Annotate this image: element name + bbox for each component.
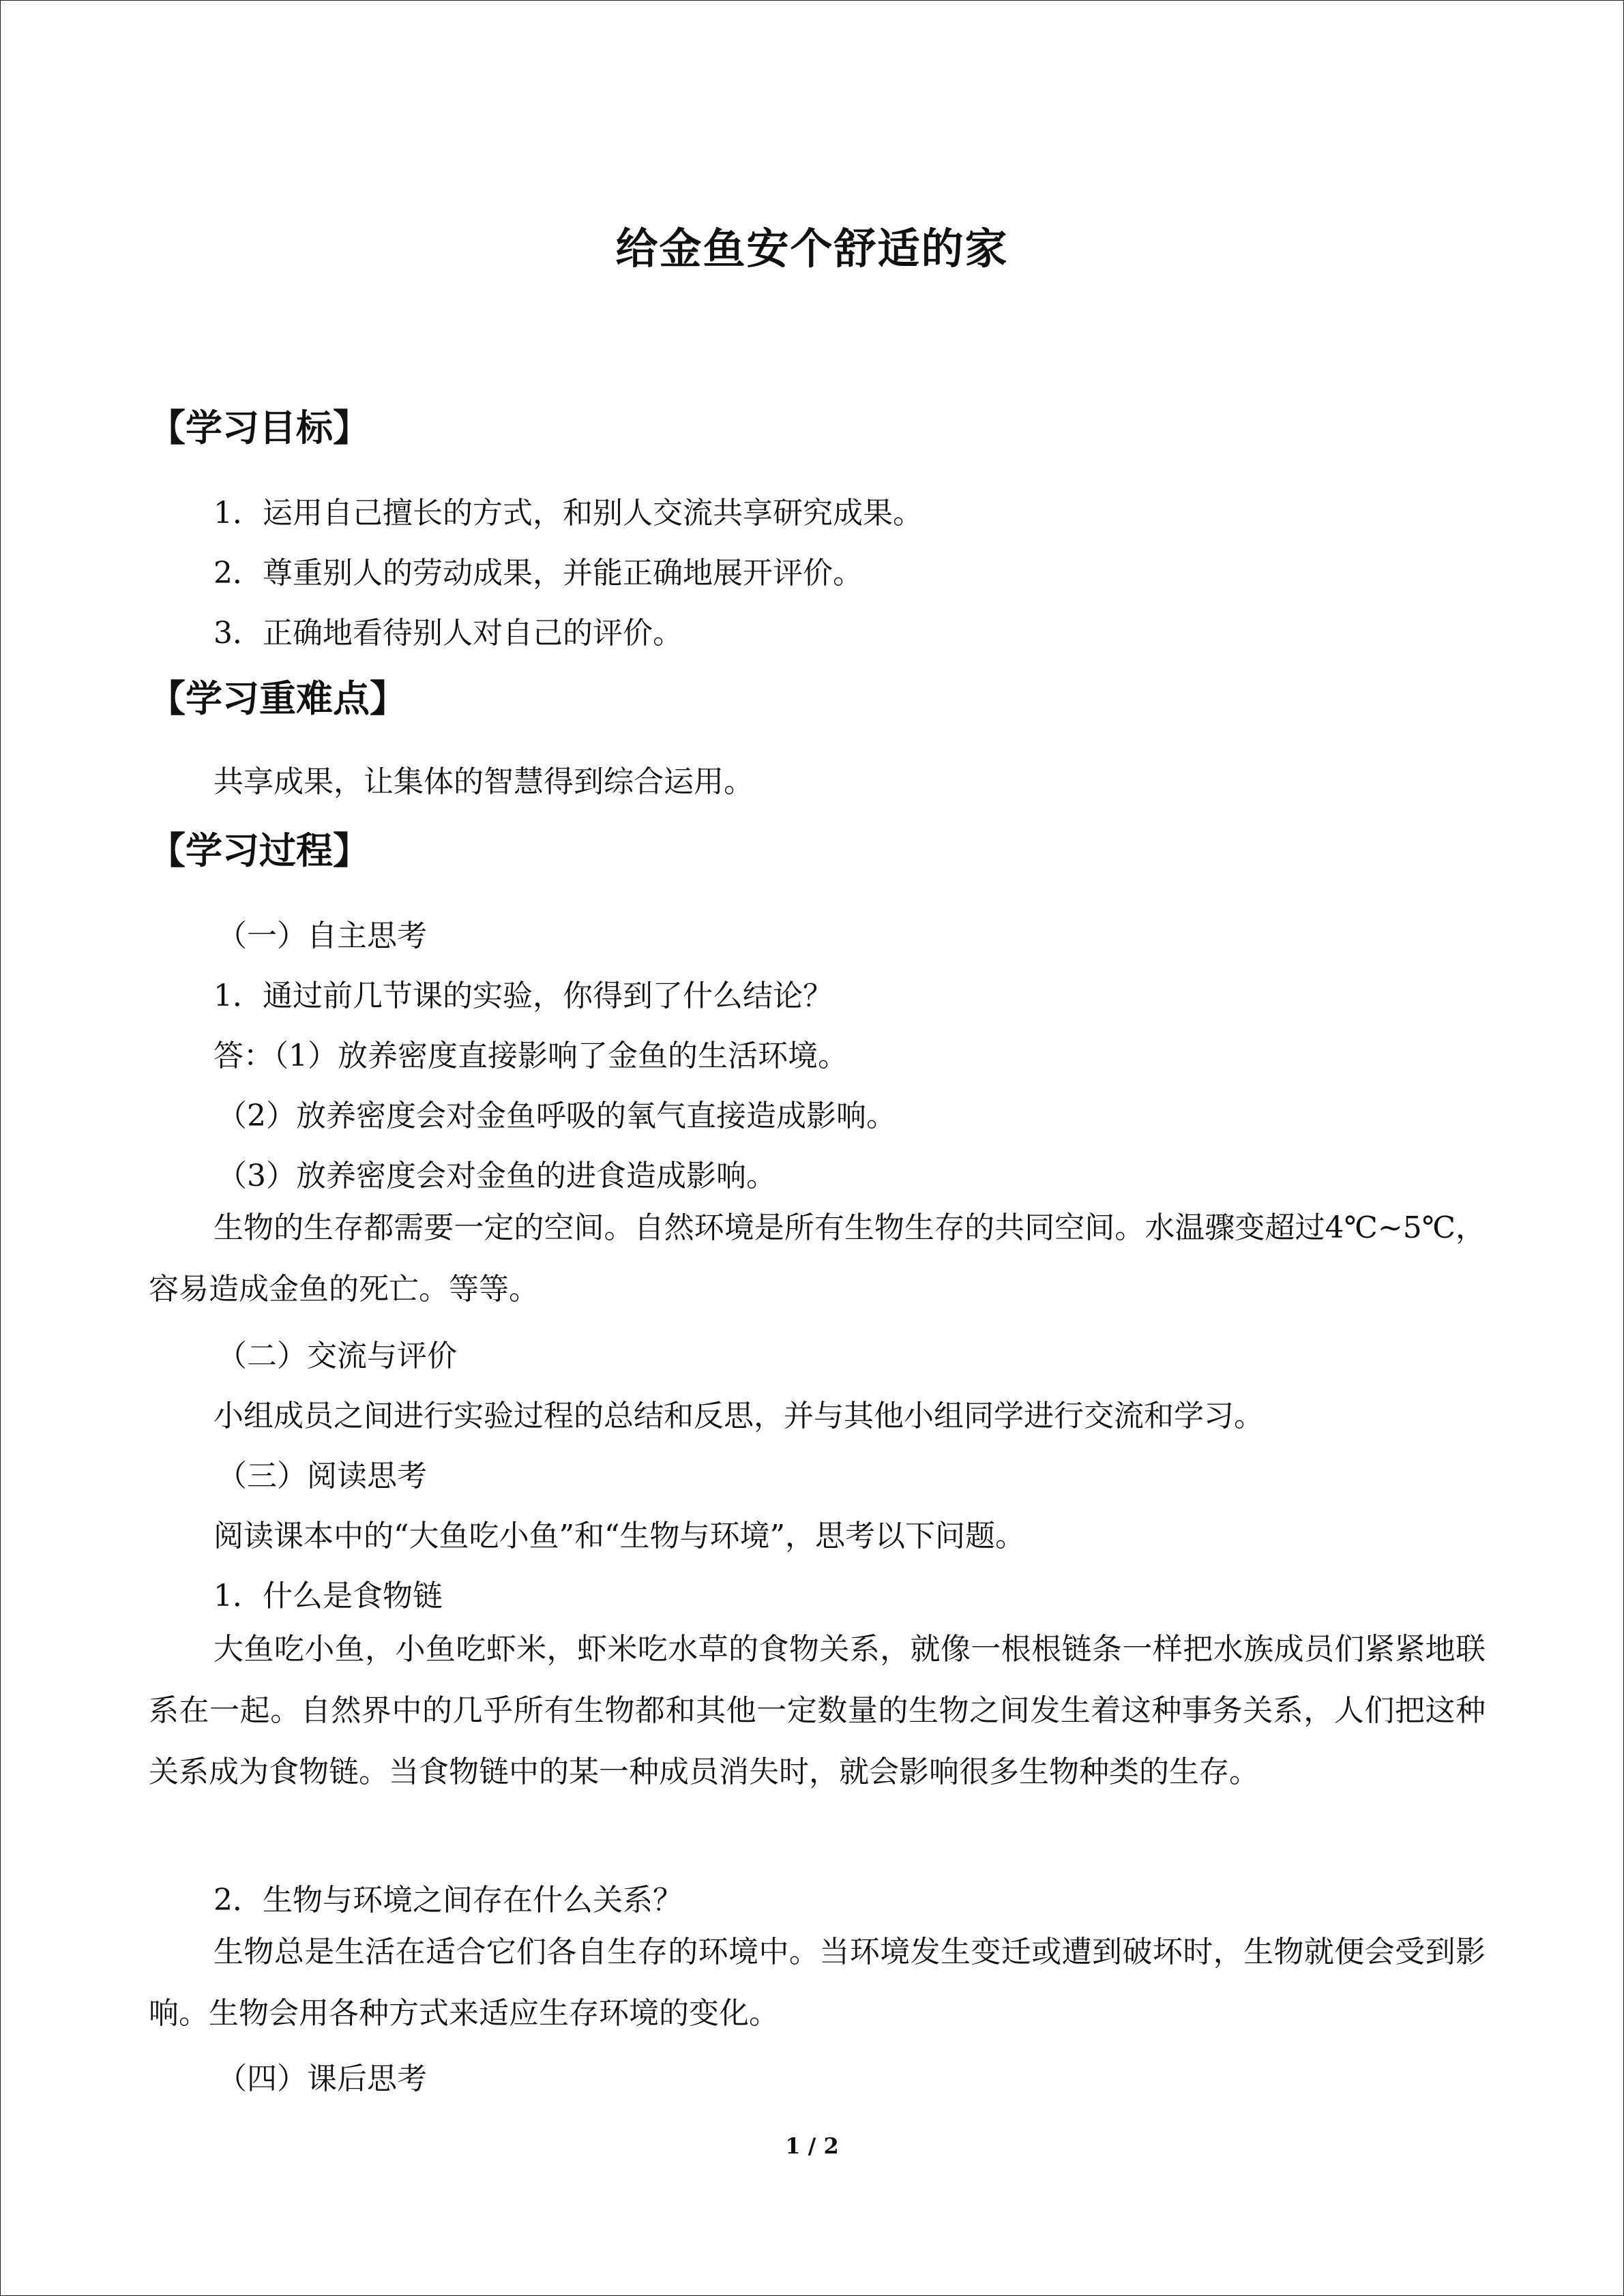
part3-title: （三）阅读思考: [217, 1459, 427, 1493]
objective-item-2: 2．尊重别人的劳动成果，并能正确地展开评价。: [213, 556, 863, 591]
part4-title: （四）课后思考: [217, 2061, 427, 2096]
objective-item-3: 3．正确地看待别人对自己的评价。: [213, 616, 683, 651]
question-environment: 2．生物与环境之间存在什么关系？: [213, 1883, 683, 1918]
key-points-text: 共享成果，让集体的智慧得到综合运用。: [213, 764, 754, 799]
heading-objectives: 【学习目标】: [149, 406, 370, 449]
heading-process: 【学习过程】: [149, 829, 370, 872]
part1-title: （一）自主思考: [217, 919, 427, 953]
question-food-chain: 1．什么是食物链: [213, 1579, 443, 1613]
answer-line-3: （3）放养密度会对金鱼的进食造成影响。: [217, 1159, 776, 1193]
answer-line-1: 答：（1）放养密度直接影响了金鱼的生活环境。: [213, 1039, 848, 1073]
paragraph-space: 生物的生存都需要一定的空间。自然环境是所有生物生存的共同空间。水温骤变超过4℃~5℃，容易造成金鱼的死亡。等等。: [149, 1210, 1486, 1307]
heading-key-points: 【学习重难点】: [149, 677, 407, 720]
paragraph-food-chain: 大鱼吃小鱼，小鱼吃虾米，虾米吃水草的食物关系，就像一根根链条一样把水族成员们紧紧地联系在一起。自然界中的几乎所有生物都和其他一定数量的生物之间发生着这种事务关系，人们把这种关系成为食物链。当食物链中的某一种成员消失时，就会影响很多生物种类的生存。: [149, 1632, 1486, 1789]
page-number: 1 / 2: [785, 2133, 839, 2159]
part3-intro: 阅读课本中的“大鱼吃小鱼”和“生物与环境”，思考以下问题。: [213, 1519, 1025, 1553]
document-title: 给金鱼安个舒适的家: [615, 224, 1009, 273]
paragraph-environment: 生物总是生活在适合它们各自生存的环境中。当环境发生变迁或遭到破坏时，生物就便会受到影响。生物会用各种方式来适应生存环境的变化。: [149, 1935, 1486, 2031]
answer-line-2: （2）放养密度会对金鱼呼吸的氧气直接造成影响。: [217, 1099, 896, 1133]
question-1: 1．通过前几节课的实验，你得到了什么结论？: [213, 979, 833, 1013]
part2-title: （二）交流与评价: [217, 1339, 457, 1373]
objective-item-1: 1．运用自己擅长的方式，和别人交流共享研究成果。: [213, 496, 923, 531]
part2-text: 小组成员之间进行实验过程的总结和反思，并与其他小组同学进行交流和学习。: [213, 1399, 1264, 1433]
